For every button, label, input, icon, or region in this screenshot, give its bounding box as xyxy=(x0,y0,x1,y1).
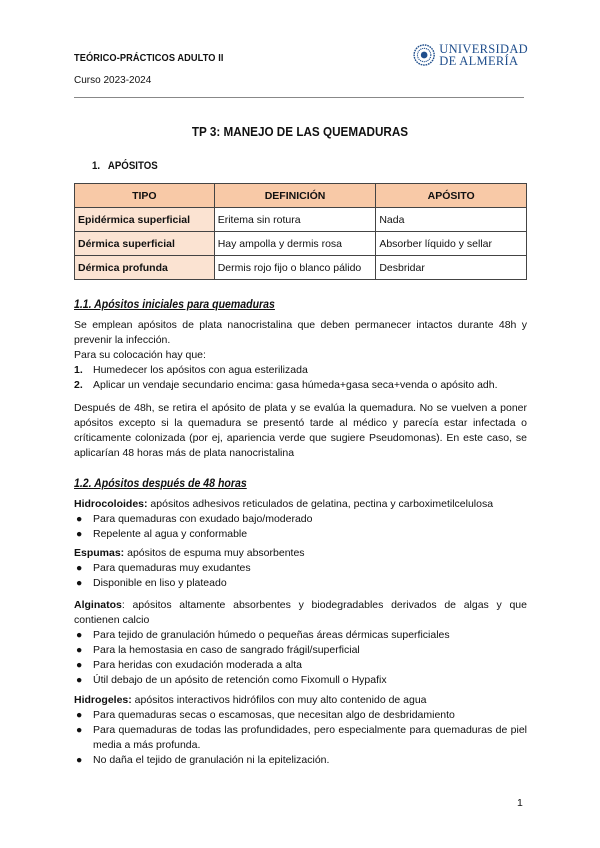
table-cell-tipo: Dérmica superficial xyxy=(75,232,215,256)
page-title: TP 3: MANEJO DE LAS QUEMADURAS xyxy=(191,124,409,139)
item-text: Humedecer los apósitos con agua esterilizada xyxy=(93,364,308,376)
list-item-text: Para quemaduras secas o escamosas, que necesitan algo de desbridamiento xyxy=(93,709,455,721)
bullet-icon: ● xyxy=(76,629,83,641)
table-cell: Nada xyxy=(376,208,527,232)
bullet-icon: ● xyxy=(76,528,83,540)
list-item-text: Para quemaduras con exudado bajo/moderado xyxy=(93,513,313,525)
page-number: 1 xyxy=(517,797,523,809)
list-item-text: Para la hemostasia en caso de sangrado frágil/superficial xyxy=(93,644,360,656)
term-description: apósitos adhesivos reticulados de gelatina, pectina y carboximetilcelulosa xyxy=(147,498,494,510)
paragraph: Después de 48h, se retira el apósito de plata y se evalúa la quemadura. No se vuelven a poner apósitos excepto si la quemadura se presentó tarde al médico y parecía estar infectada o críticamente colonizada (por ej, apariencia verde que sugiere Pseudomonas). En este caso, se aplicarían 48 horas más de plata nanocristalina xyxy=(74,402,527,459)
bullet-icon: ● xyxy=(76,577,83,589)
university-name-line2: DE ALMERÍA xyxy=(439,54,519,68)
course-year: Curso 2023-2024 xyxy=(74,75,152,86)
section-title: APÓSITOS xyxy=(107,160,158,172)
paragraph: Para su colocación hay que: xyxy=(74,349,206,361)
table-cell: Hay ampolla y dermis rosa xyxy=(214,232,376,256)
course-title: TEÓRICO-PRÁCTICOS ADULTO II xyxy=(74,52,224,64)
term-label: Alginatos xyxy=(74,599,122,611)
header-divider xyxy=(74,97,524,98)
subsection-title: 1.1. Apósitos iniciales para quemaduras xyxy=(74,297,275,311)
paragraph xyxy=(74,497,527,512)
table-cell: Absorber líquido y sellar xyxy=(376,232,527,256)
term-label: Hidrocoloides: xyxy=(74,498,148,510)
column-header: TIPO xyxy=(75,184,215,208)
term-description: apósitos interactivos hidrófilos con muy alto contenido de agua xyxy=(131,694,427,706)
paragraph xyxy=(74,693,527,708)
term-label: Hidrogeles: xyxy=(74,694,132,706)
burn-types-table xyxy=(74,183,527,280)
item-number: 1. xyxy=(74,364,83,376)
bullet-icon: ● xyxy=(76,644,83,656)
table-cell-tipo: Epidérmica superficial xyxy=(75,208,215,232)
subsection-title: 1.2. Apósitos después de 48 horas xyxy=(74,476,247,490)
table-cell: Eritema sin rotura xyxy=(214,208,376,232)
bullet-icon: ● xyxy=(76,659,83,671)
section-number: 1. xyxy=(92,160,101,172)
list-item-text: Disponible en liso y plateado xyxy=(93,577,227,589)
bullet-icon: ● xyxy=(76,724,83,736)
list-item-text: Repelente al agua y conformable xyxy=(93,528,248,540)
term-label: Espumas: xyxy=(74,547,125,559)
bullet-icon: ● xyxy=(76,513,83,525)
bullet-icon: ● xyxy=(76,709,83,721)
bullet-icon: ● xyxy=(76,674,83,686)
university-seal-icon xyxy=(413,35,435,75)
column-header: APÓSITO xyxy=(376,184,527,208)
list-item-text: Para tejido de granulación húmedo o pequeñas áreas dérmicas superficiales xyxy=(93,629,450,641)
column-header: DEFINICIÓN xyxy=(214,184,376,208)
list-item-text: No daña el tejido de granulación ni la epitelización. xyxy=(93,754,330,766)
item-number: 2. xyxy=(74,379,83,391)
table-row xyxy=(75,232,527,256)
university-name-line1: UNIVERSIDAD xyxy=(439,42,528,56)
paragraph: Se emplean apósitos de plata nanocristalina que deben permanecer intactos durante 48h y prevenir la infección. xyxy=(74,319,527,346)
list-item-text: Para quemaduras de todas las profundidades, pero especialmente para quemaduras de piel media a más profunda. xyxy=(93,724,527,751)
section-heading xyxy=(92,160,158,172)
table-cell: Desbridar xyxy=(376,256,527,280)
paragraph xyxy=(74,598,527,628)
table-cell-tipo: Dérmica profunda xyxy=(75,256,215,280)
bullet-icon: ● xyxy=(76,562,83,574)
list-item-text: Para heridas con exudación moderada a alta xyxy=(93,659,302,671)
item-text: Aplicar un vendaje secundario encima: gasa húmeda+gasa seca+venda o apósito adh. xyxy=(93,379,498,391)
paragraph xyxy=(74,546,527,561)
term-description: : apósitos altamente absorbentes y biodegradables derivados de algas y que contienen calcio xyxy=(74,599,527,626)
bullet-icon: ● xyxy=(76,754,83,766)
table-header-row xyxy=(75,184,527,208)
university-logo xyxy=(413,33,528,77)
term-description: apósitos de espuma muy absorbentes xyxy=(124,547,305,559)
list-item-text: Útil debajo de un apósito de retención como Fixomull o Hypafix xyxy=(93,674,387,686)
list-item-text: Para quemaduras muy exudantes xyxy=(93,562,251,574)
table-row xyxy=(75,208,527,232)
table-cell: Dermis rojo fijo o blanco pálido xyxy=(214,256,376,280)
table-row xyxy=(75,256,527,280)
